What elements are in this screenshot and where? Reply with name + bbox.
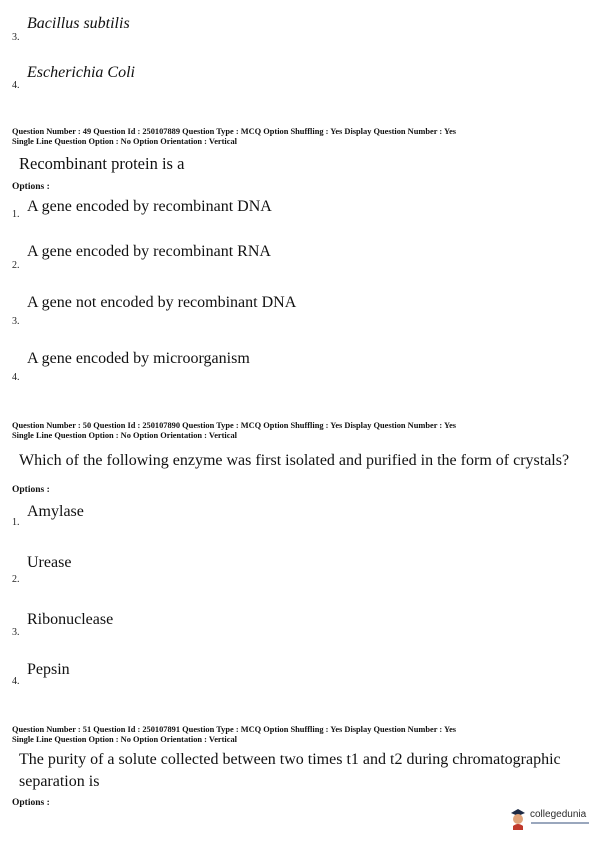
option-text: Bacillus subtilis [27,15,130,32]
option-number: 4. [12,80,20,91]
option-text: Urease [27,554,72,571]
option-text: A gene encoded by microorganism [27,350,250,367]
option-number: 2. [12,260,20,271]
brand-name: collegedunia [530,809,587,820]
option-text: Ribonuclease [27,611,114,628]
option-number: 1. [12,517,20,528]
options-label: Options : [12,485,50,495]
question-meta: Question Number : 49 Question Id : 250107889 Question Type : MCQ Option Shuffling : Yes Display Question Number : Yes Single Line Question Option : No Option Orientation : Vertical [12,127,457,146]
option-number: 1. [12,209,20,220]
brand-tagline-bar [531,822,589,824]
question-text-line: separation is [19,773,100,790]
question-text: Which of the following enzyme was first isolated and purified in the form of crystals? [19,452,570,469]
option-text: Pepsin [27,661,70,678]
option-text: A gene encoded by recombinant DNA [27,198,272,215]
option-text: A gene not encoded by recombinant DNA [27,294,297,311]
option-number: 4. [12,676,20,687]
mascot-icon [508,806,528,830]
option-text: A gene encoded by recombinant RNA [27,243,271,260]
collegedunia-logo [508,806,592,832]
option-number: 3. [12,32,20,43]
option-text: Amylase [27,503,84,520]
question-text: Recombinant protein is a [19,154,185,173]
option-number: 3. [12,627,20,638]
options-label: Options : [12,182,50,192]
option-number: 2. [12,574,20,585]
question-meta: Question Number : 51 Question Id : 250107891 Question Type : MCQ Option Shuffling : Yes Display Question Number : Yes Single Line Question Option : No Option Orientation : Vertical [12,725,457,744]
option-number: 3. [12,316,20,327]
option-text: Escherichia Coli [27,64,135,81]
question-meta: Question Number : 50 Question Id : 250107890 Question Type : MCQ Option Shuffling : Yes Display Question Number : Yes Single Line Question Option : No Option Orientation : Vertical [12,421,457,440]
option-number: 4. [12,372,20,383]
options-label: Options : [12,798,50,808]
question-text-line: The purity of a solute collected between two times t1 and t2 during chromatographic [19,751,561,768]
